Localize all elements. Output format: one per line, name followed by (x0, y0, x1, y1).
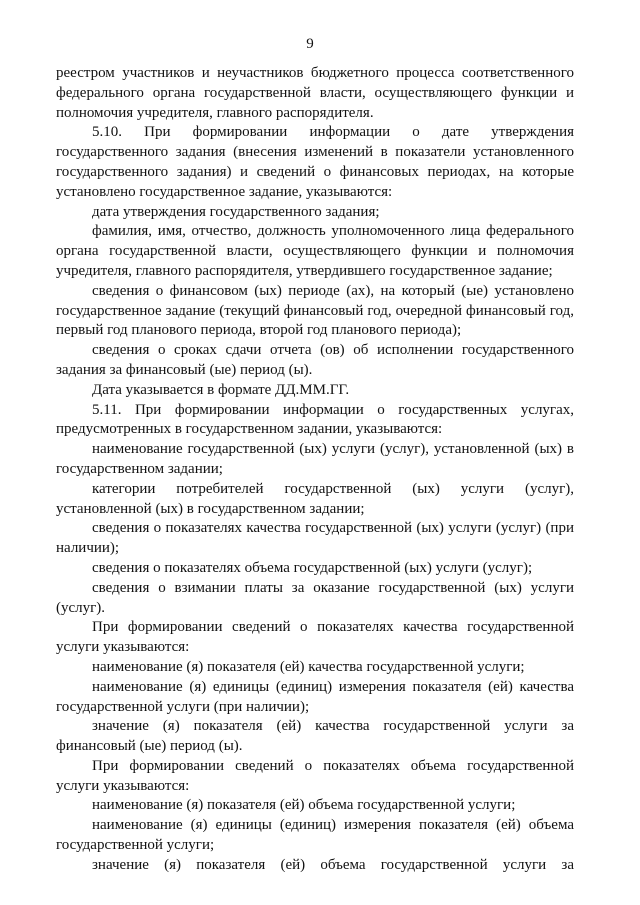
document-body (56, 64, 574, 876)
paragraph-1: реестром участников и неучастников бюджетного процесса соответственного федерального органа государственной власти, осуществляющего функции и полномочия учредителя, главного распорядителя. (56, 65, 574, 121)
paragraph-authorized-person: фамилия, имя, отчество, должность уполномоченного лица федерального органа государственной власти, осуществляющего функции и полномочия учредителя, главного распорядителя, утвердившего государственное задание; (56, 223, 574, 279)
paragraph-approval-date: дата утверждения государственного задания; (92, 203, 380, 220)
paragraph-volume-value: значение (я) показателя (ей) объема государственной услуги за (92, 856, 574, 873)
paragraph-volume-intro: При формировании сведений о показателях объема государственной услуги указываются: (56, 757, 574, 794)
paragraph-consumer-categories: категории потребителей государственной (ых) услуги (услуг), установленной (ых) в государственном задании; (56, 480, 574, 517)
paragraph-volume-indicators: сведения о показателях объема государственной (ых) услуги (услуг); (92, 559, 533, 576)
paragraph-financial-periods: сведения о финансовом (ых) периоде (ах), на который (ые) установлено государственное задание (текущий финансовый год, очередной финансовый год, первый год планового периода, второй год планового периода); (56, 282, 574, 339)
paragraph-5-10: 5.10. При формировании информации о дате утверждения государственного задания (внесения изменений в показатели установленного государственного задания) и сведений о финансовых периодах, на которые установлено государственное задание, указываются: (56, 124, 574, 200)
paragraph-5-11: 5.11. При формировании информации о государственных услугах, предусмотренных в государственном задании, указываются: (56, 401, 574, 438)
paragraph-quality-intro: При формировании сведений о показателях качества государственной услуги указываются: (56, 619, 574, 656)
paragraph-fee-info: сведения о взимании платы за оказание государственной (ых) услуги (услуг). (56, 579, 574, 616)
page-number: 9 (306, 36, 314, 52)
paragraph-date-format: Дата указывается в формате ДД.ММ.ГГ. (92, 381, 350, 398)
paragraph-quality-indicators: сведения о показателях качества государственной (ых) услуги (услуг) (при наличии); (56, 520, 574, 557)
paragraph-quality-unit: наименование (я) единицы (единиц) измерения показателя (ей) качества государственной услуги (при наличии); (56, 678, 574, 715)
paragraph-service-name: наименование государственной (ых) услуги (услуг), установленной (ых) в государственном задании; (56, 441, 574, 477)
paragraph-quality-indicator-name: наименование (я) показателя (ей) качества государственной услуги; (92, 658, 525, 675)
paragraph-report-deadlines: сведения о сроках сдачи отчета (ов) об исполнении государственного задания за финансовый (ые) период (ы). (56, 342, 574, 378)
paragraph-volume-indicator-name: наименование (я) показателя (ей) объема государственной услуги; (92, 797, 516, 814)
paragraph-volume-unit: наименование (я) единицы (единиц) измерения показателя (ей) объема государственной услуги; (56, 817, 574, 854)
paragraph-quality-value: значение (я) показателя (ей) качества государственной услуги за финансовый (ые) период (ы). (56, 718, 574, 755)
